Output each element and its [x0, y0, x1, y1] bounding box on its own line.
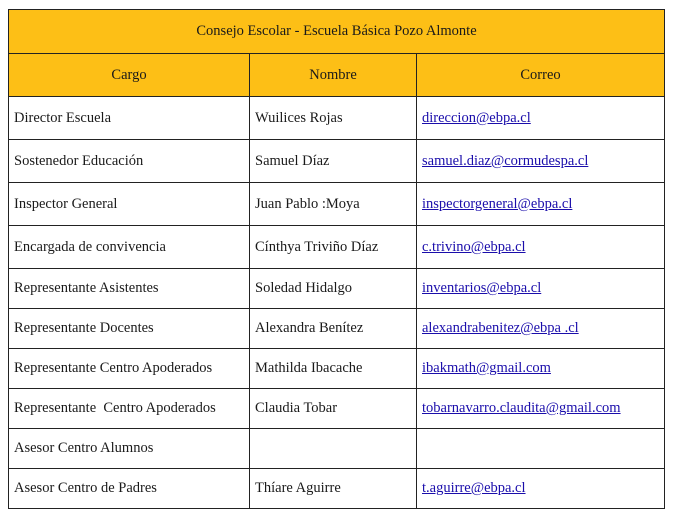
nombre-cell: Claudia Tobar: [250, 389, 417, 429]
correo-cell: [417, 469, 665, 509]
cargo-cell: Asesor Centro de Padres: [9, 469, 250, 509]
email-link[interactable]: c.trivino@ebpa.cl: [422, 238, 526, 255]
nombre-cell: Samuel Díaz: [250, 140, 417, 183]
correo-cell: [417, 349, 665, 389]
email-link[interactable]: alexandrabenitez@ebpa .cl: [422, 320, 579, 336]
header-correo: Correo: [417, 54, 665, 97]
email-link[interactable]: ibakmath@gmail.com: [422, 360, 551, 376]
correo-cell: [417, 183, 665, 226]
cargo-cell: Inspector General: [9, 183, 250, 226]
table-row: [9, 429, 665, 469]
header-cargo: Cargo: [9, 54, 250, 97]
correo-cell: [417, 269, 665, 309]
cargo-cell: Encargada de convivencia: [9, 226, 250, 269]
correo-cell: [417, 429, 665, 469]
correo-cell: [417, 226, 665, 269]
nombre-cell: Thíare Aguirre: [250, 469, 417, 509]
cargo-cell: Sostenedor Educación: [9, 140, 250, 183]
email-link[interactable]: inventarios@ebpa.cl: [422, 280, 542, 296]
cargo-cell: Representante Asistentes: [9, 269, 250, 309]
email-link[interactable]: inspectorgeneral@ebpa.cl: [422, 195, 573, 212]
table-row: [9, 269, 665, 309]
table-row: [9, 469, 665, 509]
cargo-cell: Representante Docentes: [9, 309, 250, 349]
cargo-cell: Representante Centro Apoderados: [9, 349, 250, 389]
cargo-cell: Director Escuela: [9, 97, 250, 140]
correo-cell: [417, 140, 665, 183]
correo-cell: [417, 97, 665, 140]
email-link[interactable]: t.aguirre@ebpa.cl: [422, 480, 526, 496]
table-row: [9, 140, 665, 183]
table-title: Consejo Escolar - Escuela Básica Pozo Almonte: [9, 10, 665, 54]
correo-cell: [417, 389, 665, 429]
table-row: [9, 226, 665, 269]
cargo-cell: Representante Centro Apoderados: [9, 389, 250, 429]
table-row: [9, 309, 665, 349]
table-row: [9, 389, 665, 429]
correo-cell: [417, 309, 665, 349]
nombre-cell: Alexandra Benítez: [250, 309, 417, 349]
email-link[interactable]: tobarnavarro.claudita@gmail.com: [422, 400, 621, 416]
nombre-cell: Mathilda Ibacache: [250, 349, 417, 389]
table-row: [9, 349, 665, 389]
email-link[interactable]: direccion@ebpa.cl: [422, 109, 531, 126]
header-nombre: Nombre: [250, 54, 417, 97]
nombre-cell: Cínthya Triviño Díaz: [250, 226, 417, 269]
email-link[interactable]: samuel.diaz@cormudespa.cl: [422, 152, 589, 169]
nombre-cell: Juan Pablo :Moya: [250, 183, 417, 226]
school-council-table: [8, 9, 665, 509]
table-row: [9, 97, 665, 140]
table-row: [9, 183, 665, 226]
nombre-cell: Soledad Hidalgo: [250, 269, 417, 309]
nombre-cell: Wuilices Rojas: [250, 97, 417, 140]
nombre-cell: [250, 429, 417, 469]
cargo-cell: Asesor Centro Alumnos: [9, 429, 250, 469]
